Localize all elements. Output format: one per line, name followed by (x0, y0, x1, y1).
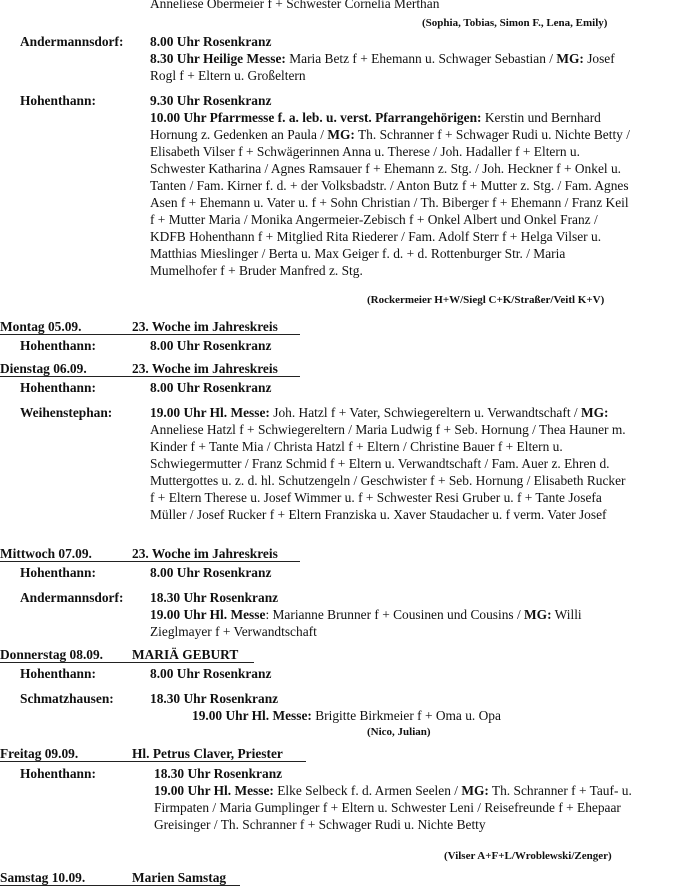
rosary-time: 18.30 Uhr Rosenkranz (150, 590, 279, 605)
carry-over-line: Anneliese Obermeier f + Schwester Cornelia Merthan (150, 0, 440, 11)
mass-heading: 10.00 Uhr Pfarrmesse f. a. leb. u. verst. Pfarrangehörigen: (150, 110, 482, 125)
mass-heading: 8.30 Uhr Heilige Messe: (150, 51, 286, 66)
rosary-time: 8.00 Uhr Rosenkranz (150, 34, 272, 49)
day-underline (0, 376, 300, 377)
day-heading: Samstag 10.09. (0, 870, 86, 885)
mass-text: Kerstin und Bernhard Hornung z. Gedenken an Paula / (150, 110, 601, 142)
mass-intentions (150, 109, 632, 279)
day-heading: Montag 05.09. (0, 319, 82, 334)
day-underline (0, 885, 240, 886)
mass-heading: 19.00 Uhr Hl. Messe: (154, 783, 274, 798)
mass-text: Maria Betz f + Ehemann u. Schwager Sebastian / (285, 51, 557, 66)
day-title: MARIÄ GEBURT (132, 647, 239, 662)
mass-heading: 19.00 Uhr Hl. Messe: (192, 708, 312, 723)
day-heading: Freitag 09.09. (0, 746, 79, 761)
altar-servers: (Rockermeier H+W/Siegl C+K/Straßer/Veitl K+V) (367, 294, 605, 306)
place-label: Hohenthann: (20, 565, 96, 580)
place-label: Hohenthann: (20, 380, 96, 395)
mass-heading: 19.00 Uhr Hl. Messe: (150, 405, 270, 420)
mg-text: Th. Schranner f + Schwager Rudi u. Nichte Betty / Elisabeth Vilser f + Schwägerinnen Anna u. Therese / Joh. Hadaller f + Eltern u. Schwester Katharina / Agnes Ramsauer f + Ehemann z. Stg. / Joh. Heckner f + Onkel u. Tanten / Fam. Kirner f. d. + der Volksbadstr. / Anton Butz f + Mutter z. Stg. / Fam. Agnes Asen f + Ehemann u. Vater u. f + Sohn Christian / Th. Biberger f + Ehemann / Franz Keil f + Mutter Maria / Monika Angermeier-Zebisch f + Onkel Albert und Onkel Franz / KDFB Hohenthann f + Mitglied Rita Riederer / Fam. Adolf Sterr f + Helga Vilser u. Matthias Mieslinger / Berta u. Max Geiger f. d. + d. Rottenburger Str. / Maria Mumelhofer f + Bruder Manfred z. Stg. (150, 127, 630, 278)
mass-intentions (150, 606, 632, 640)
mg-label: MG: (556, 51, 584, 66)
mg-text: Josef Rogl f + Eltern u. Großeltern (150, 51, 615, 83)
altar-servers: (Nico, Julian) (367, 726, 431, 738)
mass-text: Brigitte Birkmeier f + Oma u. Opa (311, 708, 501, 723)
day-heading: Dienstag 06.09. (0, 361, 87, 376)
mass-intentions (192, 707, 501, 724)
mass-intentions (150, 404, 632, 523)
day-heading: Mittwoch 07.09. (0, 546, 92, 561)
place-label: Hohenthann: (20, 93, 96, 108)
mg-label: MG: (327, 127, 355, 142)
rosary-time: 8.00 Uhr Rosenkranz (150, 565, 272, 580)
day-underline (0, 561, 300, 562)
mg-text: Th. Schranner f + Tauf- u. Firmpaten / Maria Gumplinger f + Eltern u. Schwester Leni / Reisefreunde f + Ehepaar Greisinger / Th. Schranner f + Schwager Rudi u. Nichte Betty (154, 783, 632, 832)
mass-text: Joh. Hatzl f + Vater, Schwiegereltern u. Verwandtschaft / (269, 405, 581, 420)
day-title: 23. Woche im Jahreskreis (132, 361, 278, 376)
mass-intentions (154, 782, 634, 833)
day-title: Marien Samstag (132, 870, 227, 885)
place-label: Hohenthann: (20, 338, 96, 353)
place-label: Weihenstephan: (20, 405, 113, 420)
day-underline (0, 334, 300, 335)
mg-text: Willi Zieglmayer f + Verwandtschaft (150, 607, 582, 639)
rosary-time: 8.00 Uhr Rosenkranz (150, 338, 272, 353)
rosary-time: 8.00 Uhr Rosenkranz (150, 666, 272, 681)
altar-servers: (Sophia, Tobias, Simon F., Lena, Emily) (422, 17, 608, 29)
rosary-time: 18.30 Uhr Rosenkranz (154, 766, 283, 781)
day-heading: Donnerstag 08.09. (0, 647, 104, 662)
place-label: Hohenthann: (20, 666, 96, 681)
mass-intentions (150, 50, 632, 84)
altar-servers: (Vilser A+F+L/Wroblewski/Zenger) (444, 850, 612, 862)
rosary-time: 18.30 Uhr Rosenkranz (150, 691, 279, 706)
day-title: Hl. Petrus Claver, Priester (132, 746, 283, 761)
mg-label: MG: (580, 405, 609, 420)
place-label: Andermannsdorf: (20, 34, 124, 49)
place-label: Hohenthann: (20, 766, 96, 781)
day-title: 23. Woche im Jahreskreis (132, 546, 278, 561)
mg-text: Anneliese Hatzl f + Schwiegereltern / Maria Ludwig f + Seb. Hornung / Thea Hauner m. Kinder f + Tante Mia / Christa Hatzl f + Eltern / Christine Bauer f + Eltern u. Schwiegermutter / Franz Schmid f + Eltern u. Verwandtschaft / Fam. Auer z. Ehren d. Muttergottes u. z. d. hl. Schutzengeln / Geschwister f + Seb. Hornung / Elisabeth Rucker f + Eltern Therese u. Josef Wimmer u. f + Schwester Resi Gruber u. f + Tante Josefa Müller / Josef Rucker f + Eltern Franziska u. Xaver Staudacher u. f verm. Vater Josef (150, 422, 626, 522)
mg-label: MG: (461, 783, 489, 798)
day-title: 23. Woche im Jahreskreis (132, 319, 278, 334)
day-underline (0, 662, 254, 663)
mass-text: : Marianne Brunner f + Cousinen und Cousins / (265, 607, 525, 622)
place-label: Andermannsdorf: (20, 590, 124, 605)
mass-text: Elke Selbeck f. d. Armen Seelen / (273, 783, 462, 798)
day-underline (0, 761, 306, 762)
mass-heading: 19.00 Uhr Hl. Messe (150, 607, 266, 622)
place-label: Schmatzhausen: (20, 691, 114, 706)
rosary-time: 8.00 Uhr Rosenkranz (150, 380, 272, 395)
mg-label: MG: (524, 607, 552, 622)
rosary-time: 9.30 Uhr Rosenkranz (150, 93, 272, 108)
